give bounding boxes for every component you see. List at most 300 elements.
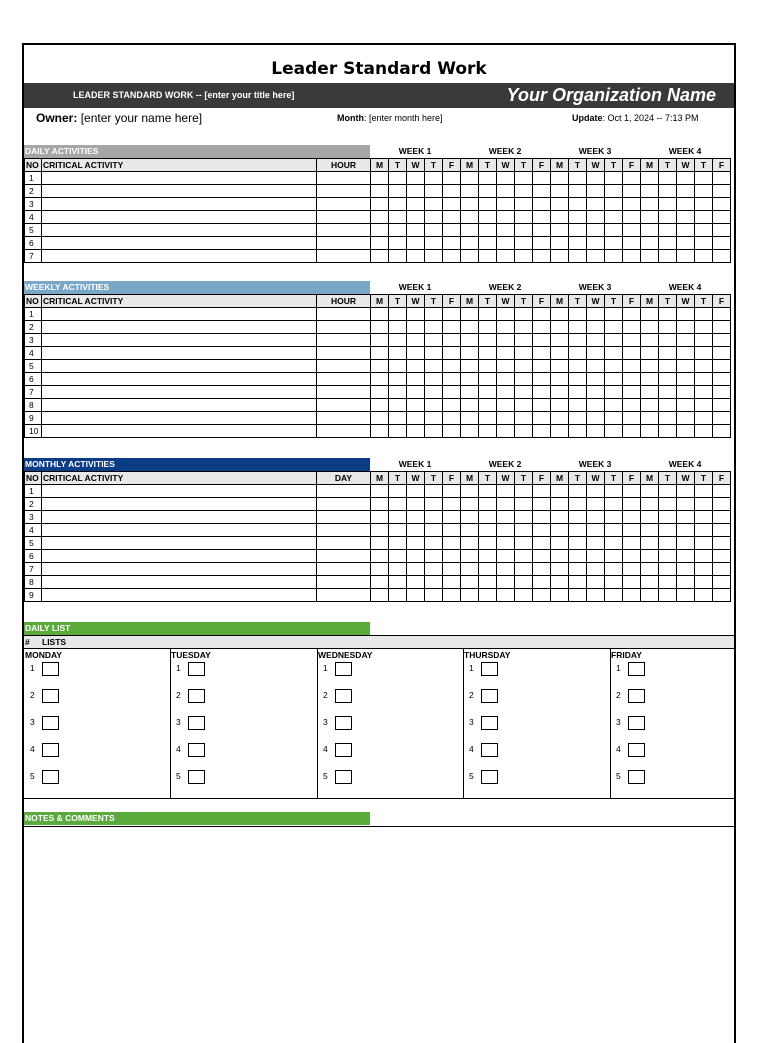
check-cell[interactable] [533, 386, 551, 399]
check-cell[interactable] [569, 524, 587, 537]
check-cell[interactable] [461, 589, 479, 602]
check-cell[interactable] [695, 347, 713, 360]
check-cell[interactable] [605, 172, 623, 185]
check-cell[interactable] [551, 334, 569, 347]
check-cell[interactable] [479, 347, 497, 360]
check-cell[interactable] [623, 224, 641, 237]
check-cell[interactable] [389, 172, 407, 185]
check-cell[interactable] [461, 360, 479, 373]
check-cell[interactable] [587, 589, 605, 602]
activity-cell[interactable] [42, 211, 317, 224]
check-cell[interactable] [515, 198, 533, 211]
list-item-checkbox[interactable] [188, 662, 205, 676]
check-cell[interactable] [497, 373, 515, 386]
check-cell[interactable] [461, 537, 479, 550]
activity-cell[interactable] [42, 537, 317, 550]
check-cell[interactable] [443, 425, 461, 438]
check-cell[interactable] [479, 425, 497, 438]
check-cell[interactable] [713, 412, 731, 425]
check-cell[interactable] [587, 308, 605, 321]
check-cell[interactable] [569, 185, 587, 198]
check-cell[interactable] [515, 412, 533, 425]
check-cell[interactable] [515, 550, 533, 563]
hour-cell[interactable] [317, 237, 371, 250]
check-cell[interactable] [443, 334, 461, 347]
check-cell[interactable] [659, 250, 677, 263]
check-cell[interactable] [641, 237, 659, 250]
check-cell[interactable] [605, 550, 623, 563]
check-cell[interactable] [533, 550, 551, 563]
check-cell[interactable] [389, 334, 407, 347]
check-cell[interactable] [371, 537, 389, 550]
check-cell[interactable] [695, 576, 713, 589]
check-cell[interactable] [479, 321, 497, 334]
list-item-checkbox[interactable] [188, 689, 205, 703]
check-cell[interactable] [695, 563, 713, 576]
check-cell[interactable] [515, 524, 533, 537]
check-cell[interactable] [497, 211, 515, 224]
check-cell[interactable] [641, 308, 659, 321]
check-cell[interactable] [425, 412, 443, 425]
check-cell[interactable] [425, 373, 443, 386]
check-cell[interactable] [677, 185, 695, 198]
check-cell[interactable] [371, 425, 389, 438]
check-cell[interactable] [587, 511, 605, 524]
check-cell[interactable] [551, 347, 569, 360]
check-cell[interactable] [461, 172, 479, 185]
check-cell[interactable] [677, 250, 695, 263]
check-cell[interactable] [497, 347, 515, 360]
check-cell[interactable] [461, 576, 479, 589]
check-cell[interactable] [587, 524, 605, 537]
check-cell[interactable] [479, 360, 497, 373]
check-cell[interactable] [695, 524, 713, 537]
check-cell[interactable] [533, 185, 551, 198]
check-cell[interactable] [389, 498, 407, 511]
check-cell[interactable] [659, 589, 677, 602]
day-cell[interactable] [317, 524, 371, 537]
check-cell[interactable] [533, 224, 551, 237]
check-cell[interactable] [371, 386, 389, 399]
owner-line[interactable] [36, 111, 202, 125]
check-cell[interactable] [623, 198, 641, 211]
hour-cell[interactable] [317, 334, 371, 347]
check-cell[interactable] [677, 412, 695, 425]
check-cell[interactable] [533, 511, 551, 524]
check-cell[interactable] [443, 386, 461, 399]
check-cell[interactable] [443, 537, 461, 550]
check-cell[interactable] [677, 334, 695, 347]
check-cell[interactable] [443, 237, 461, 250]
check-cell[interactable] [551, 250, 569, 263]
check-cell[interactable] [515, 172, 533, 185]
check-cell[interactable] [713, 485, 731, 498]
check-cell[interactable] [515, 237, 533, 250]
check-cell[interactable] [461, 425, 479, 438]
check-cell[interactable] [497, 360, 515, 373]
check-cell[interactable] [497, 550, 515, 563]
check-cell[interactable] [659, 373, 677, 386]
check-cell[interactable] [371, 360, 389, 373]
check-cell[interactable] [461, 524, 479, 537]
check-cell[interactable] [461, 386, 479, 399]
check-cell[interactable] [569, 334, 587, 347]
check-cell[interactable] [659, 511, 677, 524]
hour-cell[interactable] [317, 347, 371, 360]
check-cell[interactable] [713, 511, 731, 524]
check-cell[interactable] [551, 524, 569, 537]
check-cell[interactable] [497, 498, 515, 511]
check-cell[interactable] [623, 425, 641, 438]
check-cell[interactable] [497, 425, 515, 438]
check-cell[interactable] [407, 211, 425, 224]
check-cell[interactable] [425, 198, 443, 211]
activity-cell[interactable] [42, 399, 317, 412]
check-cell[interactable] [569, 198, 587, 211]
check-cell[interactable] [623, 334, 641, 347]
check-cell[interactable] [713, 250, 731, 263]
check-cell[interactable] [587, 412, 605, 425]
day-cell[interactable] [317, 563, 371, 576]
check-cell[interactable] [461, 347, 479, 360]
check-cell[interactable] [497, 250, 515, 263]
check-cell[interactable] [443, 550, 461, 563]
check-cell[interactable] [677, 399, 695, 412]
check-cell[interactable] [479, 399, 497, 412]
check-cell[interactable] [461, 334, 479, 347]
check-cell[interactable] [713, 224, 731, 237]
list-item-checkbox[interactable] [42, 689, 59, 703]
list-item-checkbox[interactable] [188, 770, 205, 784]
check-cell[interactable] [389, 412, 407, 425]
check-cell[interactable] [461, 224, 479, 237]
check-cell[interactable] [461, 485, 479, 498]
check-cell[interactable] [425, 250, 443, 263]
check-cell[interactable] [641, 399, 659, 412]
check-cell[interactable] [623, 537, 641, 550]
activity-cell[interactable] [42, 334, 317, 347]
check-cell[interactable] [461, 211, 479, 224]
list-item-checkbox[interactable] [335, 770, 352, 784]
check-cell[interactable] [659, 524, 677, 537]
check-cell[interactable] [605, 524, 623, 537]
check-cell[interactable] [659, 399, 677, 412]
check-cell[interactable] [587, 224, 605, 237]
day-cell[interactable] [317, 511, 371, 524]
check-cell[interactable] [479, 386, 497, 399]
list-item-checkbox[interactable] [42, 662, 59, 676]
check-cell[interactable] [389, 589, 407, 602]
check-cell[interactable] [605, 198, 623, 211]
activity-cell[interactable] [42, 425, 317, 438]
activity-cell[interactable] [42, 308, 317, 321]
check-cell[interactable] [569, 498, 587, 511]
check-cell[interactable] [569, 412, 587, 425]
list-item-checkbox[interactable] [42, 743, 59, 757]
check-cell[interactable] [641, 485, 659, 498]
check-cell[interactable] [569, 511, 587, 524]
check-cell[interactable] [695, 537, 713, 550]
check-cell[interactable] [587, 321, 605, 334]
check-cell[interactable] [695, 485, 713, 498]
check-cell[interactable] [479, 589, 497, 602]
check-cell[interactable] [443, 308, 461, 321]
check-cell[interactable] [695, 237, 713, 250]
check-cell[interactable] [425, 576, 443, 589]
check-cell[interactable] [605, 412, 623, 425]
check-cell[interactable] [605, 386, 623, 399]
activity-cell[interactable] [42, 360, 317, 373]
check-cell[interactable] [533, 485, 551, 498]
notes-area[interactable] [24, 827, 734, 1027]
check-cell[interactable] [605, 485, 623, 498]
check-cell[interactable] [533, 237, 551, 250]
check-cell[interactable] [641, 537, 659, 550]
check-cell[interactable] [389, 425, 407, 438]
day-cell[interactable] [317, 485, 371, 498]
check-cell[interactable] [425, 386, 443, 399]
check-cell[interactable] [515, 485, 533, 498]
check-cell[interactable] [497, 308, 515, 321]
check-cell[interactable] [623, 412, 641, 425]
check-cell[interactable] [605, 563, 623, 576]
check-cell[interactable] [389, 250, 407, 263]
check-cell[interactable] [407, 224, 425, 237]
check-cell[interactable] [425, 511, 443, 524]
check-cell[interactable] [713, 211, 731, 224]
check-cell[interactable] [569, 550, 587, 563]
check-cell[interactable] [623, 308, 641, 321]
hour-cell[interactable] [317, 386, 371, 399]
check-cell[interactable] [533, 321, 551, 334]
check-cell[interactable] [425, 563, 443, 576]
check-cell[interactable] [641, 563, 659, 576]
check-cell[interactable] [659, 563, 677, 576]
check-cell[interactable] [407, 485, 425, 498]
check-cell[interactable] [389, 373, 407, 386]
check-cell[interactable] [515, 537, 533, 550]
hour-cell[interactable] [317, 373, 371, 386]
check-cell[interactable] [587, 485, 605, 498]
check-cell[interactable] [677, 360, 695, 373]
list-item-checkbox[interactable] [628, 770, 645, 784]
activity-cell[interactable] [42, 511, 317, 524]
check-cell[interactable] [677, 237, 695, 250]
check-cell[interactable] [659, 386, 677, 399]
check-cell[interactable] [695, 550, 713, 563]
check-cell[interactable] [371, 550, 389, 563]
check-cell[interactable] [713, 334, 731, 347]
check-cell[interactable] [371, 498, 389, 511]
check-cell[interactable] [389, 237, 407, 250]
check-cell[interactable] [587, 250, 605, 263]
check-cell[interactable] [389, 537, 407, 550]
check-cell[interactable] [533, 373, 551, 386]
hour-cell[interactable] [317, 185, 371, 198]
check-cell[interactable] [695, 321, 713, 334]
check-cell[interactable] [641, 198, 659, 211]
check-cell[interactable] [425, 537, 443, 550]
check-cell[interactable] [461, 412, 479, 425]
check-cell[interactable] [659, 211, 677, 224]
check-cell[interactable] [515, 360, 533, 373]
check-cell[interactable] [641, 524, 659, 537]
check-cell[interactable] [677, 524, 695, 537]
check-cell[interactable] [551, 399, 569, 412]
check-cell[interactable] [677, 373, 695, 386]
check-cell[interactable] [407, 576, 425, 589]
list-item-checkbox[interactable] [481, 689, 498, 703]
check-cell[interactable] [371, 224, 389, 237]
check-cell[interactable] [641, 511, 659, 524]
check-cell[interactable] [497, 524, 515, 537]
check-cell[interactable] [677, 589, 695, 602]
check-cell[interactable] [713, 308, 731, 321]
check-cell[interactable] [389, 308, 407, 321]
check-cell[interactable] [425, 550, 443, 563]
check-cell[interactable] [425, 237, 443, 250]
check-cell[interactable] [551, 237, 569, 250]
list-item-checkbox[interactable] [188, 743, 205, 757]
check-cell[interactable] [605, 250, 623, 263]
check-cell[interactable] [497, 412, 515, 425]
check-cell[interactable] [551, 550, 569, 563]
check-cell[interactable] [533, 425, 551, 438]
check-cell[interactable] [641, 412, 659, 425]
check-cell[interactable] [551, 224, 569, 237]
check-cell[interactable] [443, 412, 461, 425]
activity-cell[interactable] [42, 576, 317, 589]
check-cell[interactable] [569, 211, 587, 224]
activity-cell[interactable] [42, 386, 317, 399]
check-cell[interactable] [551, 211, 569, 224]
check-cell[interactable] [497, 386, 515, 399]
check-cell[interactable] [569, 237, 587, 250]
check-cell[interactable] [515, 211, 533, 224]
check-cell[interactable] [695, 250, 713, 263]
check-cell[interactable] [659, 347, 677, 360]
check-cell[interactable] [515, 373, 533, 386]
check-cell[interactable] [605, 589, 623, 602]
list-item-checkbox[interactable] [481, 743, 498, 757]
check-cell[interactable] [515, 589, 533, 602]
check-cell[interactable] [515, 347, 533, 360]
check-cell[interactable] [713, 425, 731, 438]
check-cell[interactable] [371, 211, 389, 224]
check-cell[interactable] [479, 550, 497, 563]
check-cell[interactable] [371, 399, 389, 412]
check-cell[interactable] [641, 185, 659, 198]
check-cell[interactable] [641, 373, 659, 386]
activity-cell[interactable] [42, 412, 317, 425]
check-cell[interactable] [497, 185, 515, 198]
check-cell[interactable] [641, 360, 659, 373]
check-cell[interactable] [713, 198, 731, 211]
check-cell[interactable] [443, 211, 461, 224]
check-cell[interactable] [551, 485, 569, 498]
check-cell[interactable] [623, 185, 641, 198]
check-cell[interactable] [623, 360, 641, 373]
check-cell[interactable] [479, 576, 497, 589]
hour-cell[interactable] [317, 198, 371, 211]
check-cell[interactable] [587, 386, 605, 399]
check-cell[interactable] [515, 321, 533, 334]
check-cell[interactable] [605, 576, 623, 589]
check-cell[interactable] [479, 334, 497, 347]
check-cell[interactable] [713, 563, 731, 576]
check-cell[interactable] [497, 224, 515, 237]
check-cell[interactable] [497, 563, 515, 576]
check-cell[interactable] [515, 576, 533, 589]
check-cell[interactable] [461, 399, 479, 412]
check-cell[interactable] [551, 360, 569, 373]
check-cell[interactable] [623, 498, 641, 511]
check-cell[interactable] [677, 308, 695, 321]
check-cell[interactable] [389, 485, 407, 498]
check-cell[interactable] [659, 412, 677, 425]
check-cell[interactable] [407, 172, 425, 185]
check-cell[interactable] [425, 524, 443, 537]
check-cell[interactable] [533, 589, 551, 602]
day-cell[interactable] [317, 589, 371, 602]
check-cell[interactable] [587, 550, 605, 563]
check-cell[interactable] [443, 250, 461, 263]
list-item-checkbox[interactable] [481, 716, 498, 730]
check-cell[interactable] [479, 412, 497, 425]
check-cell[interactable] [677, 550, 695, 563]
check-cell[interactable] [443, 347, 461, 360]
check-cell[interactable] [407, 360, 425, 373]
check-cell[interactable] [659, 485, 677, 498]
check-cell[interactable] [515, 308, 533, 321]
check-cell[interactable] [623, 250, 641, 263]
check-cell[interactable] [551, 425, 569, 438]
check-cell[interactable] [371, 308, 389, 321]
activity-cell[interactable] [42, 224, 317, 237]
check-cell[interactable] [677, 576, 695, 589]
list-item-checkbox[interactable] [481, 662, 498, 676]
check-cell[interactable] [425, 485, 443, 498]
check-cell[interactable] [407, 524, 425, 537]
check-cell[interactable] [497, 589, 515, 602]
check-cell[interactable] [641, 334, 659, 347]
check-cell[interactable] [695, 185, 713, 198]
check-cell[interactable] [533, 308, 551, 321]
check-cell[interactable] [551, 386, 569, 399]
activity-cell[interactable] [42, 485, 317, 498]
check-cell[interactable] [443, 360, 461, 373]
activity-cell[interactable] [42, 347, 317, 360]
check-cell[interactable] [569, 386, 587, 399]
activity-cell[interactable] [42, 250, 317, 263]
check-cell[interactable] [551, 373, 569, 386]
check-cell[interactable] [569, 321, 587, 334]
check-cell[interactable] [605, 498, 623, 511]
check-cell[interactable] [695, 498, 713, 511]
activity-cell[interactable] [42, 550, 317, 563]
check-cell[interactable] [407, 308, 425, 321]
check-cell[interactable] [605, 425, 623, 438]
check-cell[interactable] [641, 172, 659, 185]
check-cell[interactable] [659, 360, 677, 373]
check-cell[interactable] [551, 576, 569, 589]
hour-cell[interactable] [317, 308, 371, 321]
header-subtitle[interactable]: LEADER STANDARD WORK -- [enter your title here] [73, 90, 295, 100]
check-cell[interactable] [407, 550, 425, 563]
check-cell[interactable] [659, 308, 677, 321]
check-cell[interactable] [569, 308, 587, 321]
check-cell[interactable] [407, 563, 425, 576]
